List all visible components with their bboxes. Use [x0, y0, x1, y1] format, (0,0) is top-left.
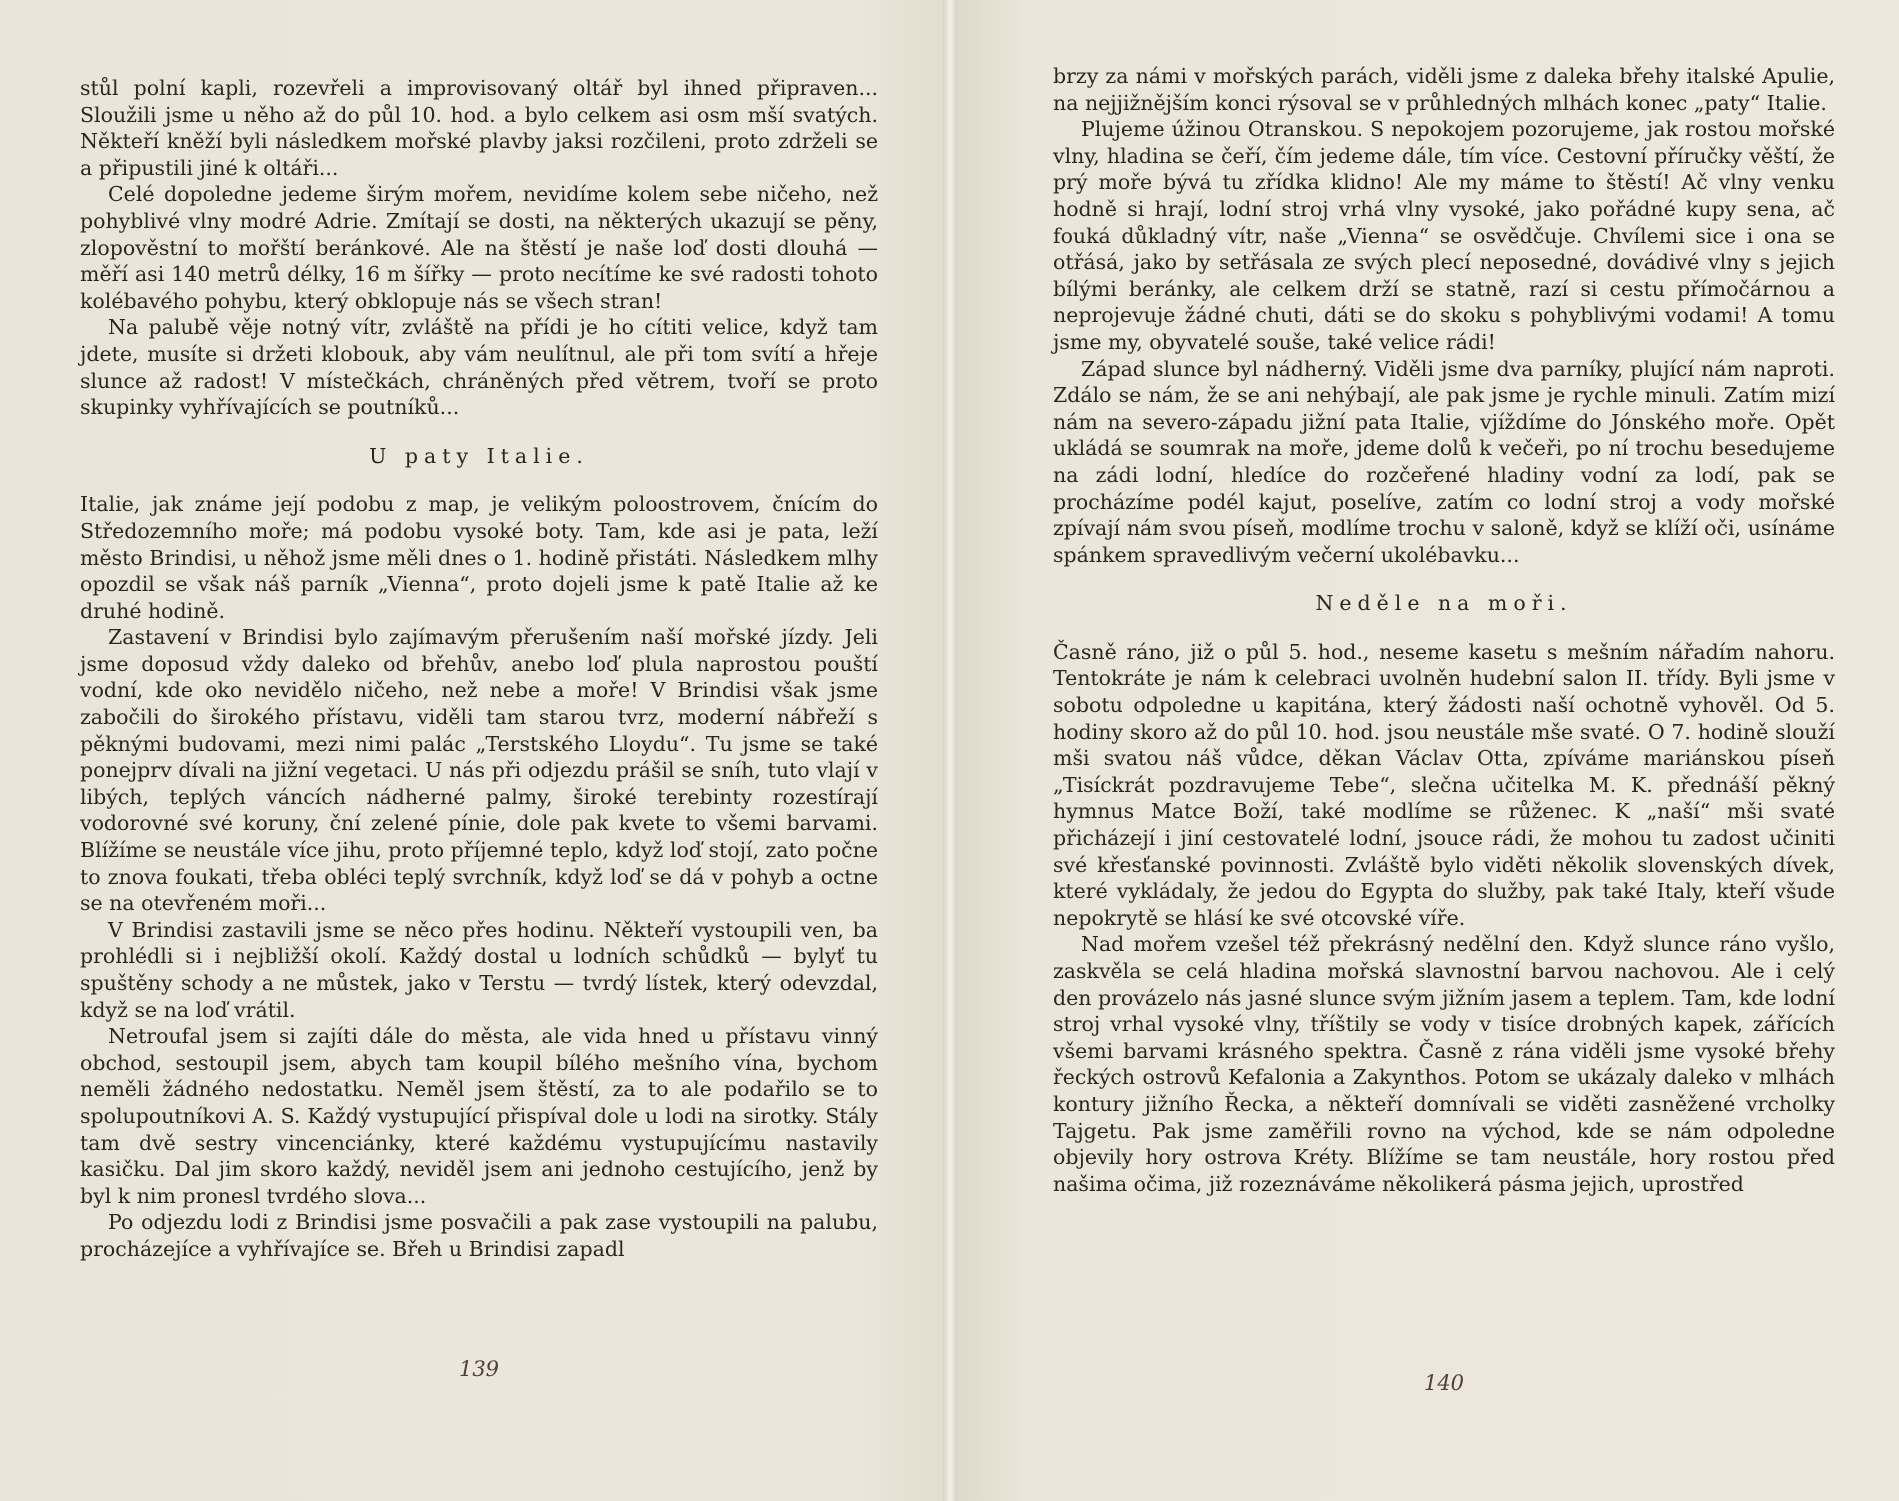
- section-heading: U paty Italie.: [369, 443, 589, 468]
- paragraph: Na palubě věje notný vítr, zvláště na přídi je ho cítiti velice, když tam jdete, musíte si držeti klobouk, aby vám neulítnul, ale při tom svítí a hřeje slunce až radost! V místečkách, chráněných před větrem, tvoří se proto skupinky vyhřívajících se poutníků...: [80, 315, 878, 420]
- paragraph: Plujeme úžinou Otranskou. S nepokojem pozorujeme, jak rostou mořské vlny, hladina se čeří, čím jedeme dále, tím více. Cestovní příručky věští, že prý moře bývá tu zřídka klidno! Ale my máme to štěstí! Ač vlny venku hodně si hrají, lodní stroj vrhá vlny vysoké, jako pořádné kupy sena, ač fouká důkladný vítr, naše „Vienna“ se osvědčuje. Chvílemi sice i ona se otřásá, jako by setřásala ze svých plecí neposedné, dovádivé vlny s jejich bílými beránky, ale celkem drží se statně, razí si cestu přímočárnou a neprojevuje žádné chuti, dáti se do skoku s pohyblivými vodami! A tomu jsme my, obyvatelé souše, také velice rádi!: [1053, 117, 1835, 354]
- page-right: [950, 0, 1899, 1501]
- paragraph: V Brindisi zastavili jsme se něco přes hodinu. Někteří vystoupili ven, ba prohlédli si i nejbližší okolí. Každý dostal u lodních schůdků — bylyť tu spuštěny schody a ne můstek, jako v Terstu — tvrdý lístek, který odevzdal, když se na loď vrátil.: [80, 917, 878, 1022]
- book-gutter: [943, 0, 957, 1501]
- page-number: 139: [458, 1357, 500, 1382]
- paragraph: Celé dopoledne jedeme širým mořem, nevidíme kolem sebe ničeho, než pohyblivé vlny modré Adrie. Zmítají se dosti, na některých ukazují se pěny, zlopověstní to mořští beránkové. Ale na štěstí je naše loď dosti dlouhá — měří asi 140 metrů délky, 16 m šířky — proto necítíme ke své radosti tohoto kolébavého pohybu, který obklopuje nás se všech stran!: [80, 182, 878, 313]
- paragraph: Nad mořem vzešel též překrásný nedělní den. Když slunce ráno vyšlo, zaskvěla se celá hladina mořská slavnostní barvou nachovou. Ale i celý den provázelo nás jasné slunce svým jižním jasem a teplem. Tam, kde lodní stroj vrhal vysoké vlny, tříštily se vody v tisíce drobných kapek, zářících všemi barvami krásného spektra. Časně z rána viděli jsme vysoké břehy řeckých ostrovů Kefalonia a Zakynthos. Potom se ukázaly daleko v mlhách kontury jižního Řecka, a někteří domnívali se viděti zasněžené vrcholky Tajgetu. Pak jsme zaměřili rovno na východ, kde se nám odpoledne objevily hory ostrova Kréty. Blížíme se tam neustále, hory rostou před našima očima, již rozeznáváme několikerá pásma jejich, uprostřed: [1053, 932, 1835, 1196]
- right-text-after: [1053, 639, 1835, 1197]
- paragraph: Časně ráno, již o půl 5. hod., neseme kasetu s mešním nářadím nahoru. Tentokráte je nám k celebraci uvolněn hudební salon II. třídy. Byli jsme v sobotu odpoledne u kapitána, který žádosti naší ochotně vyhověl. Od 5. hodiny skoro až do půl 10. hod. jsou neustále mše svaté. O 7. hodině slouží mši svatou náš vůdce, děkan Václav Otta, zpíváme mariánskou píseň „Tisíckrát pozdravujeme Tebe“, slečna učitelka M. K. přednáší pěkný hymnus Matce Boží, také modlíme se růženec. K „naší“ mši svaté přicházejí i jiní cestovatelé lodní, jsouce rádi, že mohou tu zadost učiniti své křesťanské povinnosti. Zvláště bylo viděti několik slovenských dívek, které vykládaly, že jedou do Egypta do služby, pak také Italy, kteří všude nepokrytě se hlásí ke své otcovské víře.: [1053, 639, 1835, 930]
- section-heading: Neděle na moři.: [1315, 591, 1573, 616]
- page-number: 140: [1423, 1371, 1465, 1396]
- paragraph: stůl polní kapli, rozevřeli a improvisovaný oltář byl ihned připraven... Sloužili jsme u něho až do půl 10. hod. a bylo celkem asi osm mší svatých. Někteří kněží byli následkem mořské plavby jaksi rozčileni, proto zdrželi se a připustili jiné k oltáři...: [80, 76, 878, 180]
- paragraph: brzy za námi v mořských parách, viděli jsme z daleka břehy italské Apulie, na nejjižnějším konci rýsoval se v průhledných mlhách konec „paty“ Italie.: [1053, 64, 1835, 115]
- paragraph: Zastavení v Brindisi bylo zajímavým přerušením naší mořské jízdy. Jeli jsme doposud vždy daleko od břehův, anebo loď plula naprostou pouští vodní, kde oko nevidělo ničeho, než nebe a moře! V Brindisi však jsme zabočili do širokého přístavu, viděli tam starou tvrz, moderní nábřeží s pěknými budovami, mezi nimi palác „Terstského Lloydu“. Tu jsme se také ponejprv dívali na jižní vegetaci. U nás při odjezdu prášil se sníh, tuto vlají v libých, teplých váncích nádherné palmy, široké terebinty rozestírají vodorovné své koruny, ční zelené pínie, dole pak kvete to všemi barvami. Blížíme se neustále více jihu, proto příjemné teplo, když loď stojí, zato počne to znova foukati, třeba obléci teplý svrchník, když loď se dá v pohyb a octne se na otevřeném moři...: [80, 625, 878, 916]
- left-text-before: [80, 75, 878, 421]
- paragraph: Západ slunce byl nádherný. Viděli jsme dva parníky, plující nám naproti. Zdálo se nám, že se ani nehýbají, ale pak jsme je rychle minuli. Zatím mizí nám na severo-západu jižní pata Italie, vjíždíme do Jónského moře. Opět ukládá se soumrak na moře, jdeme dolů k večeři, po ní trochu besedujeme na zádi lodní, hledíce do rozčeřené hladiny vodní za lodí, pak se procházíme podél kajut, poselíve, zatím co lodní stroj a vody mořské zpívají nám svou píseň, modlíme trochu v saloně, když se klíží oči, usínáme spánkem spravedlivým večerní ukolébavku...: [1053, 356, 1835, 567]
- left-text-after: [80, 491, 878, 1262]
- paragraph: Italie, jak známe její podobu z map, je velikým poloostrovem, čnícím do Středozemního moře; má podobu vysoké boty. Tam, kde asi je pata, leží město Brindisi, u něhož jsme měli dnes o 1. hodině přistáti. Následkem mlhy opozdil se však náš parník „Vienna“, proto dojeli jsme k patě Italie až ke druhé hodině.: [80, 492, 878, 623]
- paragraph: Netroufal jsem si zajíti dále do města, ale vida hned u přístavu vinný obchod, sestoupil jsem, abych tam koupil bílého mešního vína, bychom neměli žádného nedostatku. Neměl jsem štěstí, za to ale podařilo se to spolupoutníkovi A. S. Každý vystupující přispíval dole u lodi na sirotky. Stály tam dvě sestry vincenciánky, které každému vystupujícímu nastavily kasičku. Dal jim skoro každý, neviděl jsem ani jednoho cestujícího, jenž by byl k nim pronesl tvrdého slova...: [80, 1024, 878, 1208]
- paragraph: Po odjezdu lodi z Brindisi jsme posvačili a pak zase vystoupili na palubu, procházejíce a vyhřívajíce se. Břeh u Brindisi zapadl: [80, 1210, 878, 1261]
- right-text-before: [1053, 63, 1835, 568]
